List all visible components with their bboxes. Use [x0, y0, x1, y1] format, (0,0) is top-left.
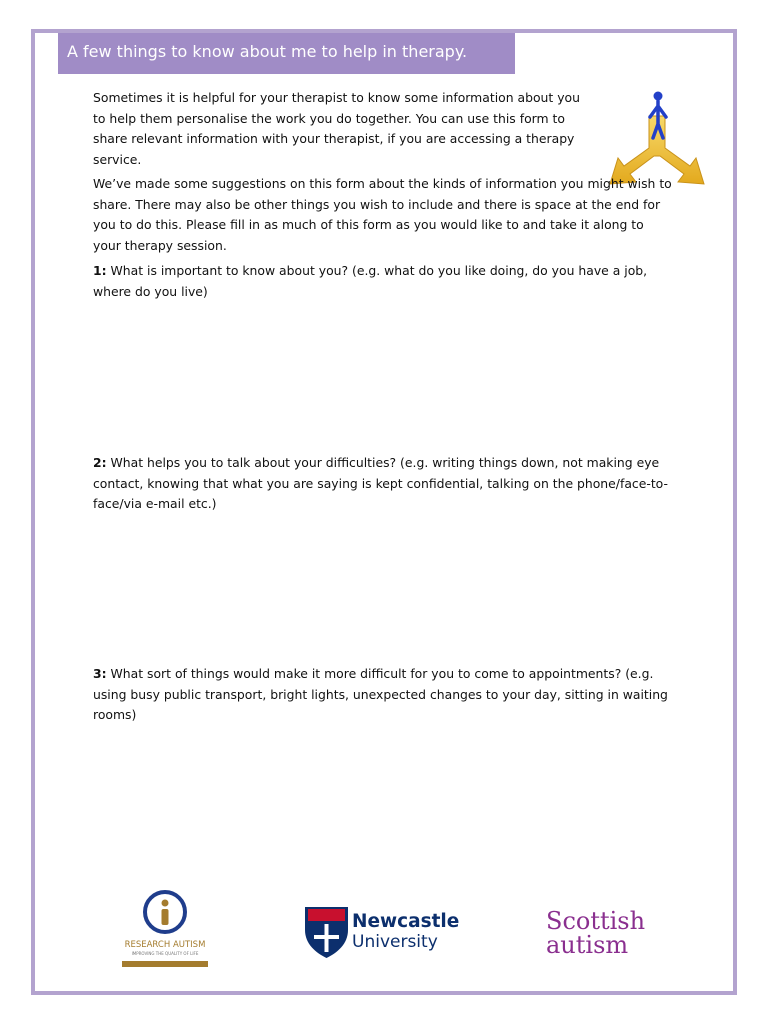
question-3-text: What sort of things would make it more difficult for you to come to appointments? (e.g. using busy public transport, bright lights, unexpected changes to your day, sitting in waiting rooms) [93, 666, 668, 722]
newcastle-university-logo [302, 904, 468, 960]
newcastle-name-line2: University [352, 932, 438, 952]
research-autism-logo [112, 890, 218, 972]
newcastle-name-line1: Newcastle [352, 911, 460, 932]
scottish-autism-logo [538, 902, 662, 960]
question-1 [93, 261, 675, 302]
research-autism-name: RESEARCH AUTISM [124, 940, 206, 950]
question-3 [93, 664, 683, 726]
crossroads-arrow-figure-icon [608, 86, 706, 188]
question-3-number: 3: [93, 666, 107, 681]
research-autism-tagline: IMPROVING THE QUALITY OF LIFE [131, 951, 199, 956]
scottish-autism-line1: Scottish [546, 907, 646, 935]
question-2 [93, 453, 683, 515]
question-2-number: 2: [93, 455, 107, 470]
intro-paragraph-2: We’ve made some suggestions on this form about the kinds of information you might wish to share. There may also be other things you wish to include and there is space at the end for you to do this. Please fill in as much of this form as you would like to and take it along to your therapy session. [93, 176, 672, 253]
question-2-text: What helps you to talk about your difficulties? (e.g. writing things down, not making eye contact, knowing that what you are saying is kept confidential, talking on the phone/face-to-face/via e-mail etc.) [93, 455, 668, 511]
question-1-number: 1: [93, 263, 107, 278]
intro-paragraph-1: Sometimes it is helpful for your therapist to know some information about you to help them personalise the work you do together. You can use this form to share relevant information with your therapist, if you are accessing a therapy service. [93, 90, 580, 167]
page-title: A few things to know about me to help in therapy. [58, 33, 515, 74]
scottish-autism-line2: autism [546, 931, 629, 959]
question-1-text: What is important to know about you? (e.g. what do you like doing, do you have a job, where do you live) [93, 263, 648, 299]
